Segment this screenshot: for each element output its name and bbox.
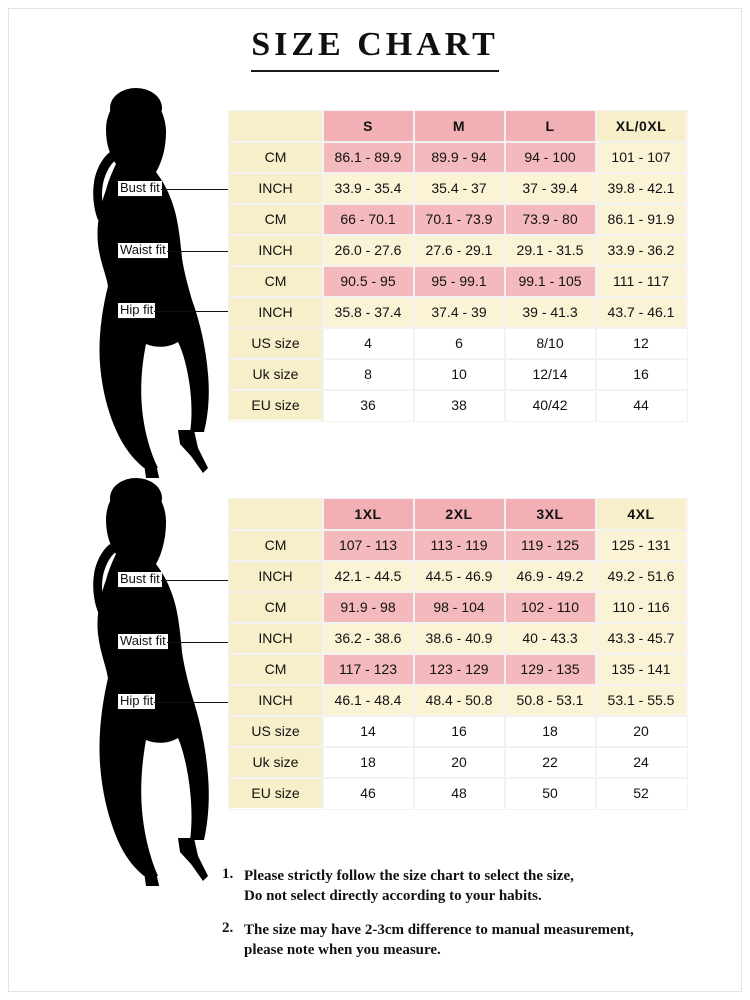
table-cell: 91.9 - 98 (323, 592, 414, 623)
table-cell: 40 - 43.3 (505, 623, 596, 654)
table-cell: 49.2 - 51.6 (596, 561, 687, 592)
table-row (229, 623, 687, 654)
table-cell: 113 - 119 (414, 530, 505, 561)
table-cell: 35.8 - 37.4 (323, 297, 414, 328)
note-line-2: Do not select directly according to your habits. (244, 888, 542, 904)
table-cell: 6 (414, 328, 505, 359)
row-label-cell: CM (229, 654, 323, 685)
table-cell: 99.1 - 105 (505, 266, 596, 297)
leader-line (154, 311, 232, 312)
table-cell: 18 (505, 716, 596, 747)
table-cell: 20 (414, 747, 505, 778)
table-corner-cell (229, 499, 323, 530)
table-header-cell: XL/0XL (596, 111, 687, 142)
table-cell: 48.4 - 50.8 (414, 685, 505, 716)
table-cell: 40/42 (505, 390, 596, 421)
table-row (229, 530, 687, 561)
table-row (229, 685, 687, 716)
row-label-cell: INCH (229, 173, 323, 204)
row-label-cell: CM (229, 204, 323, 235)
table-cell: 70.1 - 73.9 (414, 204, 505, 235)
note-item (222, 866, 730, 906)
table-cell: 44.5 - 46.9 (414, 561, 505, 592)
row-label-cell: CM (229, 266, 323, 297)
table-cell: 66 - 70.1 (323, 204, 414, 235)
table-row (229, 716, 687, 747)
table-header-cell: M (414, 111, 505, 142)
table-cell: 18 (323, 747, 414, 778)
row-label-cell: INCH (229, 685, 323, 716)
table-cell: 36.2 - 38.6 (323, 623, 414, 654)
note-number: 1. (222, 866, 234, 882)
table-cell: 90.5 - 95 (323, 266, 414, 297)
row-label-cell: INCH (229, 235, 323, 266)
table-cell: 42.1 - 44.5 (323, 561, 414, 592)
note-text (244, 920, 634, 960)
table-cell: 110 - 116 (596, 592, 687, 623)
table-cell: 95 - 99.1 (414, 266, 505, 297)
table-header-row (229, 111, 687, 142)
table-cell: 29.1 - 31.5 (505, 235, 596, 266)
table-cell: 46 (323, 778, 414, 809)
table-cell: 36 (323, 390, 414, 421)
table-cell: 37.4 - 39 (414, 297, 505, 328)
table-cell: 43.7 - 46.1 (596, 297, 687, 328)
table-cell: 37 - 39.4 (505, 173, 596, 204)
bust-fit-label-bottom: Bust fit (120, 571, 160, 586)
table-cell: 43.3 - 45.7 (596, 623, 687, 654)
waist-fit-label-top: Waist fit (120, 242, 166, 257)
table-cell: 10 (414, 359, 505, 390)
row-label-cell: US size (229, 328, 323, 359)
leader-line (161, 189, 232, 190)
row-label-cell: CM (229, 142, 323, 173)
row-label-cell: Uk size (229, 359, 323, 390)
note-item (222, 920, 730, 960)
table-cell: 73.9 - 80 (505, 204, 596, 235)
note-line-1: Please strictly follow the size chart to select the size, (244, 868, 574, 884)
hip-fit-leader-bottom (118, 692, 232, 712)
table-row (229, 654, 687, 685)
table-header-cell: S (323, 111, 414, 142)
table-header-row (229, 499, 687, 530)
size-table-standard (228, 110, 687, 421)
table-cell: 20 (596, 716, 687, 747)
table-cell: 123 - 129 (414, 654, 505, 685)
table-cell: 107 - 113 (323, 530, 414, 561)
table-cell: 52 (596, 778, 687, 809)
table-cell: 102 - 110 (505, 592, 596, 623)
table-cell: 86.1 - 91.9 (596, 204, 687, 235)
row-label-cell: CM (229, 592, 323, 623)
bust-fit-leader-bottom (118, 570, 232, 590)
leader-line (167, 642, 232, 643)
row-label-cell: US size (229, 716, 323, 747)
leader-line (167, 251, 232, 252)
table-row (229, 235, 687, 266)
table-cell: 44 (596, 390, 687, 421)
table-cell: 14 (323, 716, 414, 747)
table-cell: 94 - 100 (505, 142, 596, 173)
table-row (229, 173, 687, 204)
table-header-cell: L (505, 111, 596, 142)
page-title-wrap (0, 26, 750, 72)
table-row (229, 297, 687, 328)
table-row (229, 778, 687, 809)
table-row (229, 390, 687, 421)
note-line-1: The size may have 2-3cm difference to manual measurement, (244, 922, 634, 938)
row-label-cell: INCH (229, 297, 323, 328)
row-label-cell: EU size (229, 778, 323, 809)
table-cell: 26.0 - 27.6 (323, 235, 414, 266)
table-cell: 33.9 - 36.2 (596, 235, 687, 266)
table-cell: 86.1 - 89.9 (323, 142, 414, 173)
table-cell: 135 - 141 (596, 654, 687, 685)
table-cell: 38 (414, 390, 505, 421)
table-row (229, 142, 687, 173)
table-cell: 16 (596, 359, 687, 390)
row-label-cell: EU size (229, 390, 323, 421)
table-cell: 125 - 131 (596, 530, 687, 561)
table-cell: 39 - 41.3 (505, 297, 596, 328)
table-cell: 35.4 - 37 (414, 173, 505, 204)
row-label-cell: Uk size (229, 747, 323, 778)
table-corner-cell (229, 111, 323, 142)
table-cell: 24 (596, 747, 687, 778)
table-row (229, 266, 687, 297)
hip-fit-label-top: Hip fit (120, 302, 154, 317)
table-row (229, 359, 687, 390)
table-cell: 50 (505, 778, 596, 809)
table-cell: 39.8 - 42.1 (596, 173, 687, 204)
leader-line (154, 702, 232, 703)
table-cell: 101 - 107 (596, 142, 687, 173)
table-row (229, 747, 687, 778)
leader-line (161, 580, 232, 581)
size-table-plus-body (229, 499, 687, 809)
table-cell: 22 (505, 747, 596, 778)
table-cell: 53.1 - 55.5 (596, 685, 687, 716)
table-cell: 46.1 - 48.4 (323, 685, 414, 716)
table-header-cell: 2XL (414, 499, 505, 530)
table-cell: 89.9 - 94 (414, 142, 505, 173)
table-cell: 48 (414, 778, 505, 809)
table-header-cell: 4XL (596, 499, 687, 530)
table-cell: 129 - 135 (505, 654, 596, 685)
table-header-cell: 3XL (505, 499, 596, 530)
row-label-cell: CM (229, 530, 323, 561)
table-cell: 8 (323, 359, 414, 390)
table-cell: 4 (323, 328, 414, 359)
woman-silhouette-icon-bottom (72, 476, 232, 886)
table-header-cell: 1XL (323, 499, 414, 530)
table-cell: 16 (414, 716, 505, 747)
waist-fit-leader-top (118, 241, 232, 261)
table-row (229, 561, 687, 592)
table-cell: 12/14 (505, 359, 596, 390)
table-row (229, 592, 687, 623)
page-title: SIZE CHART (251, 26, 499, 72)
table-cell: 50.8 - 53.1 (505, 685, 596, 716)
woman-silhouette-icon-top (72, 86, 232, 478)
bust-fit-label-top: Bust fit (120, 180, 160, 195)
table-cell: 8/10 (505, 328, 596, 359)
table-cell: 33.9 - 35.4 (323, 173, 414, 204)
note-text (244, 866, 574, 906)
table-cell: 38.6 - 40.9 (414, 623, 505, 654)
table-row (229, 328, 687, 359)
table-cell: 117 - 123 (323, 654, 414, 685)
bust-fit-leader-top (118, 179, 232, 199)
table-cell: 98 - 104 (414, 592, 505, 623)
waist-fit-label-bottom: Waist fit (120, 633, 166, 648)
table-cell: 119 - 125 (505, 530, 596, 561)
note-number: 2. (222, 920, 234, 936)
hip-fit-label-bottom: Hip fit (120, 693, 154, 708)
note-line-2: please note when you measure. (244, 942, 441, 958)
row-label-cell: INCH (229, 623, 323, 654)
hip-fit-leader-top (118, 301, 232, 321)
notes-section (222, 866, 730, 974)
table-cell: 111 - 117 (596, 266, 687, 297)
row-label-cell: INCH (229, 561, 323, 592)
table-cell: 27.6 - 29.1 (414, 235, 505, 266)
table-cell: 12 (596, 328, 687, 359)
waist-fit-leader-bottom (118, 632, 232, 652)
table-row (229, 204, 687, 235)
size-table-standard-body (229, 111, 687, 421)
size-table-plus (228, 498, 687, 809)
table-cell: 46.9 - 49.2 (505, 561, 596, 592)
